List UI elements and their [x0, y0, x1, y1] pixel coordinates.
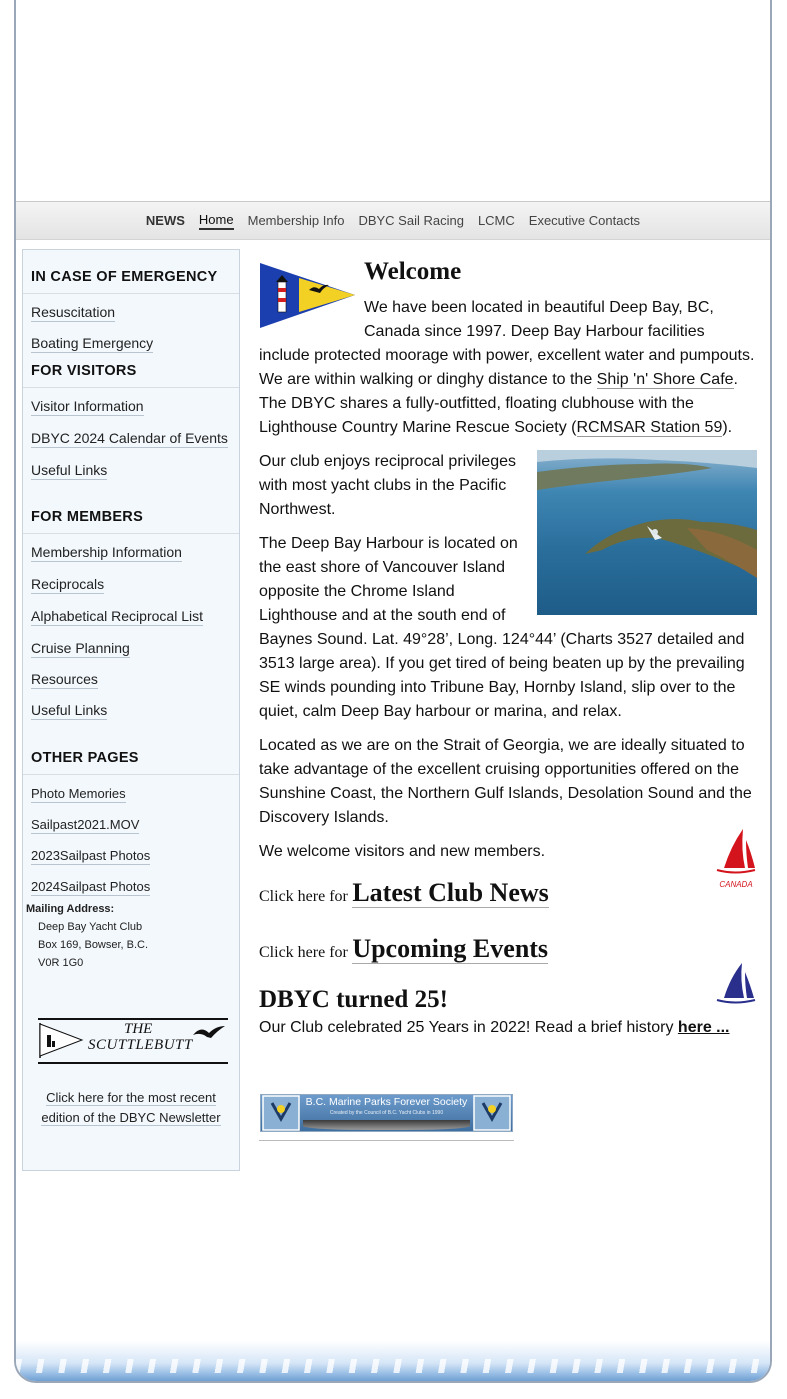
seagull-icon	[192, 1023, 226, 1043]
marine-parks-left-crest-icon	[262, 1095, 300, 1131]
sidebar-link-resuscitation[interactable]: Resuscitation	[31, 304, 116, 320]
marine-parks-subtitle: Created by the Council of B.C. Yacht Clubs in 1990	[329, 1110, 444, 1116]
intro-text-3: ).	[722, 419, 733, 436]
footer-wave-decoration	[16, 1341, 770, 1381]
intro-text-1: We have been located in beautiful Deep Bay, BC, Canada since 1997. Deep Bay Harbour facilities include protected moorage with power, excellent water and pumpouts. We are within walking or dinghy distance to the	[259, 299, 755, 388]
sidebar-link-cruise-planning[interactable]: Cruise Planning	[31, 640, 130, 656]
sidebar-heading-visitors: FOR VISITORS	[23, 363, 239, 388]
newsletter-line1: Click here for the most recent	[46, 1090, 216, 1105]
blue-sail-icon	[715, 962, 757, 1004]
mailing-address-line2: Box 169, Bowser, B.C.	[38, 939, 149, 951]
nav-home[interactable]: Home	[199, 212, 234, 230]
nav-news[interactable]: NEWS	[145, 213, 185, 228]
events-line	[259, 934, 757, 968]
sidebar-link-useful-links-members[interactable]: Useful Links	[31, 702, 108, 718]
sidebar-link-resources[interactable]: Resources	[31, 671, 98, 687]
history-here-link[interactable]: here ...	[677, 1019, 730, 1036]
nav-sail-racing[interactable]: DBYC Sail Racing	[358, 213, 464, 228]
mailing-address	[26, 903, 239, 969]
club-news-prefix: Click here for	[259, 888, 348, 905]
marine-parks-right-crest-icon	[473, 1095, 511, 1131]
events-prefix: Click here for	[259, 944, 348, 961]
intro-text-2: . The DBYC shares a fully-outfitted, floating clubhouse with the Lighthouse Country Marine Rescue Society (	[259, 371, 738, 436]
canada-sail-icon	[715, 828, 757, 874]
welcome-visitors-paragraph: We welcome visitors and new members.	[259, 843, 546, 860]
page-frame	[14, 0, 772, 1383]
canada-sail-logo	[715, 828, 757, 889]
sidebar-heading-other: OTHER PAGES	[23, 750, 239, 775]
sidebar-link-boating-emergency[interactable]: Boating Emergency	[31, 335, 154, 351]
header-blank-area	[16, 0, 770, 201]
mailing-address-line3: V0R 1G0	[38, 957, 84, 969]
sidebar-link-visitor-information[interactable]: Visitor Information	[31, 398, 144, 414]
sidebar-link-useful-links-visitors[interactable]: Useful Links	[31, 462, 108, 478]
location-paragraph: The Deep Bay Harbour is located on the east shore of Vancouver Island opposite the Chrome Island Lighthouse and at the south end of Baynes Sound. Lat. 49°28’, Long. 124°44’ (Charts 3527 detailed and 3513 large area). If you get tired of being beaten up by the prevailing SE winds pounding into Tribune Bay, Hornby Island, slip over to the quiet, calm Deep Bay harbour or marina, and relax.	[259, 535, 745, 720]
mailing-address-line1: Deep Bay Yacht Club	[38, 921, 143, 933]
latest-club-news-link[interactable]: Latest Club News	[352, 878, 549, 907]
pennant-icon	[38, 1021, 84, 1059]
sidebar-link-2023-sailpast[interactable]: 2023Sailpast Photos	[31, 848, 151, 863]
canada-label: CANADA	[719, 880, 753, 889]
strait-paragraph: Located as we are on the Strait of Georgia, we are ideally situated to take advantage of the excellent cruising opportunities offered on the Sunshine Coast, the Northern Gulf Islands, Desolation Sound and the Discovery Islands.	[259, 737, 752, 826]
anniversary-text	[259, 1016, 757, 1040]
marine-parks-title: B.C. Marine Parks Forever Society	[305, 1096, 468, 1108]
main-nav	[16, 201, 770, 240]
ship-n-shore-link[interactable]: Ship 'n' Shore Cafe	[596, 371, 734, 388]
newsletter-line2: edition of the DBYC Newsletter	[41, 1110, 221, 1125]
nav-executive-contacts[interactable]: Executive Contacts	[528, 213, 641, 228]
welcome-title: Welcome	[364, 258, 462, 285]
sidebar-link-photo-memories[interactable]: Photo Memories	[31, 786, 126, 801]
reciprocal-paragraph: Our club enjoys reciprocal privileges with most yacht clubs in the Pacific Northwest.	[259, 453, 516, 518]
sidebar-link-calendar-2024[interactable]: DBYC 2024 Calendar of Events	[31, 430, 228, 446]
sidebar	[22, 249, 240, 1171]
scuttlebutt-name: SCUTTLEBUTT	[88, 1037, 193, 1053]
scuttlebutt-logo[interactable]	[38, 1018, 228, 1064]
scuttlebutt-the: THE	[124, 1021, 153, 1037]
marine-parks-banner[interactable]	[259, 1092, 514, 1141]
anniversary-title: DBYC turned 25!	[259, 986, 448, 1013]
aerial-harbour-photo	[537, 450, 757, 615]
sidebar-heading-members: FOR MEMBERS	[23, 509, 239, 534]
newsletter-link[interactable]	[23, 1088, 239, 1128]
mailing-address-label: Mailing Address:	[26, 903, 115, 915]
sidebar-link-2024-sailpast[interactable]: 2024Sailpast Photos	[31, 879, 151, 894]
sidebar-link-reciprocals[interactable]: Reciprocals	[31, 576, 105, 592]
sidebar-link-membership-information[interactable]: Membership Information	[31, 544, 182, 560]
nav-lcmc[interactable]: LCMC	[477, 213, 515, 228]
main-content	[259, 258, 757, 1141]
rcmsar-link[interactable]: RCMSAR Station 59	[576, 419, 723, 436]
sidebar-link-alphabetical-reciprocal-list[interactable]: Alphabetical Reciprocal List	[31, 608, 203, 624]
nav-membership-info[interactable]: Membership Info	[247, 213, 345, 228]
upcoming-events-link[interactable]: Upcoming Events	[352, 934, 549, 963]
sidebar-link-sailpast2021[interactable]: Sailpast2021.MOV	[31, 817, 140, 832]
anniversary-body: Our Club celebrated 25 Years in 2022! Read a brief history	[259, 1019, 678, 1036]
sidebar-heading-emergency: IN CASE OF EMERGENCY	[23, 269, 239, 294]
club-news-line	[259, 878, 757, 912]
dbyc-burgee-icon	[259, 262, 356, 329]
